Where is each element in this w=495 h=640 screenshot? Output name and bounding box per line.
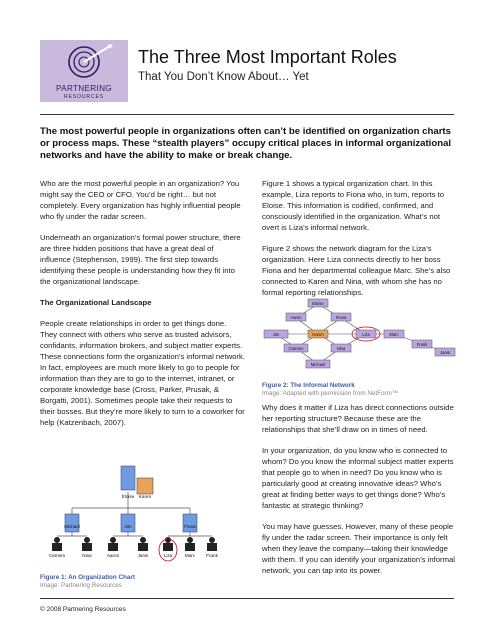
figure-1-credit: Image: Partnering Resources	[40, 582, 122, 589]
net-node-eloise: Eloise	[312, 301, 324, 306]
right-column-bottom	[262, 402, 457, 586]
net-node-marc: Marc	[389, 332, 399, 337]
figure-1-title: Figure 1: An Organization Chart	[40, 574, 135, 581]
org-node-marc: Marc	[184, 553, 196, 558]
right-column-top	[262, 178, 457, 308]
left-paragraph-1: Who are the most powerful people in an organization? You might say the CEO or CFO. You’d be right… but not completely. Every organization has highly influential people who fly under the radar screen.	[40, 179, 241, 221]
left-paragraph-3: People create relationships in order to get things done. They connect with others who serve as trusted advisors, confidants, information brokers, and subject matter experts. These connections form the organization’s informal network. In fact, employees are much more likely to go to people for information than they are to go to the internet, intranet, or corporate knowledge base (Cross, Parker, Prusak, & Borgatti, 2001). Sometimes people take their requests to their bosses. But they’re more likely to turn to a coworker for help (Katzenbach, 2007).	[40, 319, 245, 427]
right-paragraph-1: Figure 1 shows a typical organization chart. In this example, Liza reports to Fiona who, in turn, reports to Eloise. This information is codified, confirmed, and consciously identified in the organization. What’s not overt is Liza’s informal network.	[262, 179, 445, 232]
org-node-fiona: Fiona	[184, 524, 196, 529]
figure-2-title: Figure 2: The Informal Network	[262, 382, 355, 389]
net-node-michael: Michael	[310, 362, 326, 367]
net-node-frank: Frank	[416, 342, 428, 347]
page-subtitle: That You Don’t Know About… Yet	[138, 71, 309, 83]
org-chart-figure	[40, 462, 255, 570]
figure-1-caption	[40, 574, 135, 590]
net-node-nina: Nina	[336, 346, 346, 351]
right-paragraph-2: Figure 2 shows the network diagram for the Liza’s organization. Here Liza connects directly to her boss Fiona and her departmental colleague Marc. She’s also connected to Karen and Nina, with whom she has no formal reporting relationships.	[262, 244, 451, 297]
org-node-nina: Nina	[82, 553, 92, 558]
logo-sub: RESOURCES	[63, 94, 105, 100]
org-node-frank: Frank	[206, 553, 218, 558]
footer-copyright: © 2008 Partnering Resources	[40, 606, 126, 613]
net-node-jim: Jim	[272, 332, 280, 337]
net-node-janis: Janis	[440, 350, 450, 355]
right-paragraph-5: You may have guesses. However, many of these people fly under the radar screen. Their importance is only felt when they leave the company—taking their knowledge with them. If you can identify your organization’s informal network, you can tap into its power.	[262, 522, 455, 575]
org-node-michael: Michael	[64, 524, 80, 529]
org-node-jim: Jim	[124, 524, 132, 529]
right-paragraph-4: In your organization, do you know who is connected to whom? Do you know the informal subject matter experts that people go to when in need? Do you know who is particularly good at creating innovative ideas? Who’s great at finding better ways to get things done? Who’s fantastic at strategic thinking?	[262, 446, 454, 510]
header-divider	[40, 114, 454, 115]
org-node-janis: Janis	[137, 553, 149, 558]
net-node-karen: Karen	[312, 332, 324, 337]
section-heading: The Organizational Landscape	[40, 298, 152, 307]
net-node-aaron: Aaron	[290, 315, 302, 320]
page-title: The Three Most Important Roles	[138, 47, 397, 67]
org-node-eloise: Eloise	[121, 494, 135, 499]
org-node-karen: Karen	[138, 494, 152, 499]
org-node-aaron: Aaron	[106, 553, 120, 558]
net-node-fiona: Fiona	[335, 315, 347, 320]
figure-2-credit: Image: Adapted with permission from NetForm™	[262, 390, 399, 397]
net-node-carmen: Carmen	[288, 346, 304, 351]
left-column	[40, 178, 245, 438]
spiral-logo-icon	[40, 40, 128, 84]
net-node-liza: Liza	[362, 332, 370, 337]
logo-name: PARTNERING	[56, 84, 112, 93]
left-paragraph-2: Underneath an organization’s formal power structure, there are three hidden positions that have a great deal of influence (Stephenson, 1999). The first step towards identifying these people is understanding how they fit into the organizational landscape.	[40, 233, 241, 286]
intro-paragraph: The most powerful people in organizations often can’t be identified on organization charts or process maps. These “stealth players” occupy critical places in informal organizational networks and have the ability to make or break change.	[40, 126, 452, 161]
right-paragraph-3: Why does it matter if Liza has direct connections outside her reporting structure? Because these are the relationships that she’ll draw on in times of need.	[262, 403, 454, 434]
org-node-carmen: Carmen	[48, 553, 66, 558]
footer-divider	[40, 598, 454, 599]
org-node-liza: Liza	[163, 553, 173, 558]
figure-2-caption	[262, 382, 398, 398]
